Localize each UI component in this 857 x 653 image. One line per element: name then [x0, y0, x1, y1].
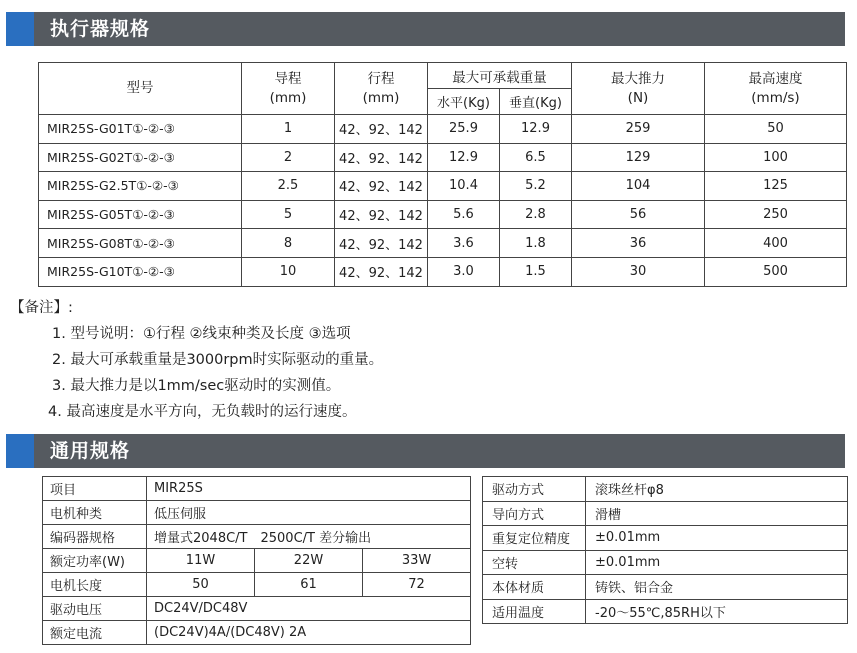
table-row	[483, 575, 848, 600]
cell-vertical: 2.8	[500, 200, 572, 229]
cell-stroke: 42、92、142	[335, 115, 428, 144]
cell-thrust: 36	[572, 229, 705, 258]
cell-horizontal: 5.6	[428, 200, 500, 229]
table-row	[39, 172, 847, 201]
cell-horizontal: 25.9	[428, 115, 500, 144]
header-lead-label: 导程	[274, 70, 302, 87]
cell-speed: 500	[705, 257, 847, 286]
table-row	[39, 143, 847, 172]
cell-stroke: 42、92、142	[335, 172, 428, 201]
row-label: 空转	[483, 550, 586, 575]
row-value: 滑槽	[586, 501, 848, 526]
table-row	[43, 549, 471, 573]
notes-block	[10, 295, 383, 425]
header-max-thrust-unit: (N)	[627, 89, 649, 106]
cell-lead: 5	[242, 200, 335, 229]
general-right-body	[483, 477, 848, 624]
cell-speed: 100	[705, 143, 847, 172]
cell-vertical: 5.2	[500, 172, 572, 201]
row-label: 额定功率(W)	[43, 549, 147, 573]
row-label: 电机长度	[43, 573, 147, 597]
section-title: 执行器规格	[50, 18, 151, 40]
row-value: ±0.01mm	[586, 526, 848, 551]
row-label: 编码器规格	[43, 525, 147, 549]
section-header-general-spec	[6, 434, 845, 468]
row-value: ±0.01mm	[586, 550, 848, 575]
cell-thrust: 259	[572, 115, 705, 144]
section-accent	[6, 434, 34, 468]
row-label: 本体材质	[483, 575, 586, 600]
cell-horizontal: 10.4	[428, 172, 500, 201]
header-lead-unit: (mm)	[269, 89, 307, 106]
header-stroke-unit: (mm)	[362, 89, 400, 106]
cell-thrust: 56	[572, 200, 705, 229]
cell-thrust: 30	[572, 257, 705, 286]
table-row	[39, 229, 847, 258]
cell-vertical: 1.5	[500, 257, 572, 286]
section-title: 通用规格	[50, 440, 131, 462]
header-max-load: 最大可承载重量	[428, 63, 572, 89]
table-row	[483, 477, 848, 502]
cell-speed: 125	[705, 172, 847, 201]
power-value-2: 22W	[255, 549, 363, 573]
cell-vertical: 6.5	[500, 143, 572, 172]
note-item-3: 3. 最大推力是以1mm/sec驱动时的实测值。	[52, 378, 341, 394]
row-value: (DC24V)4A/(DC48V) 2A	[147, 621, 471, 645]
row-value: DC24V/DC48V	[147, 597, 471, 621]
header-stroke-label: 行程	[367, 70, 395, 87]
table-row	[39, 115, 847, 144]
general-spec-left-table	[42, 476, 471, 645]
header-stroke	[335, 63, 428, 115]
power-value-1: 11W	[147, 549, 255, 573]
row-label: 导向方式	[483, 501, 586, 526]
cell-model: MIR25S-G10T①-②-③	[39, 257, 242, 286]
cell-thrust: 104	[572, 172, 705, 201]
row-value: 滚珠丝杆φ8	[586, 477, 848, 502]
cell-model: MIR25S-G05T①-②-③	[39, 200, 242, 229]
table-row	[483, 501, 848, 526]
cell-vertical: 12.9	[500, 115, 572, 144]
header-lead	[242, 63, 335, 115]
note-item-4: 4. 最高速度是水平方向，无负载时的运行速度。	[48, 404, 357, 420]
row-label: 项目	[43, 477, 147, 501]
cell-stroke: 42、92、142	[335, 229, 428, 258]
row-label: 重复定位精度	[483, 526, 586, 551]
row-label: 适用温度	[483, 599, 586, 624]
row-value: 铸铁、铝合金	[586, 575, 848, 600]
table-row	[483, 599, 848, 624]
motor-length-value-1: 50	[147, 573, 255, 597]
table-row	[43, 501, 471, 525]
cell-model: MIR25S-G01T①-②-③	[39, 115, 242, 144]
header-model: 型号	[39, 63, 242, 115]
section-accent	[6, 12, 34, 46]
cell-lead: 1	[242, 115, 335, 144]
table-row	[43, 573, 471, 597]
cell-horizontal: 3.0	[428, 257, 500, 286]
cell-stroke: 42、92、142	[335, 143, 428, 172]
motor-length-value-2: 61	[255, 573, 363, 597]
header-vertical: 垂直(Kg)	[500, 89, 572, 115]
table-row	[43, 477, 471, 501]
motor-length-value-3: 72	[363, 573, 471, 597]
actuator-spec-table	[38, 62, 847, 287]
header-max-speed-label: 最高速度	[748, 70, 803, 87]
row-label: 电机种类	[43, 501, 147, 525]
header-max-speed-unit: (mm/s)	[751, 89, 800, 106]
section-header-actuator-spec	[6, 12, 845, 46]
row-label: 驱动电压	[43, 597, 147, 621]
cell-model: MIR25S-G02T①-②-③	[39, 143, 242, 172]
cell-lead: 2.5	[242, 172, 335, 201]
cell-lead: 2	[242, 143, 335, 172]
header-max-thrust-label: 最大推力	[611, 70, 665, 87]
table-row	[39, 200, 847, 229]
spec-table-body	[39, 115, 847, 287]
note-item-1: 1. 型号说明：①行程 ②线束种类及长度 ③选项	[52, 326, 351, 342]
table-row	[43, 621, 471, 645]
cell-stroke: 42、92、142	[335, 257, 428, 286]
table-row	[483, 526, 848, 551]
header-max-speed	[705, 63, 847, 115]
row-value: 增量式2048C/T 2500C/T 差分输出	[147, 525, 471, 549]
table-row	[483, 550, 848, 575]
row-value: MIR25S	[147, 477, 471, 501]
table-row	[43, 525, 471, 549]
cell-speed: 250	[705, 200, 847, 229]
cell-lead: 8	[242, 229, 335, 258]
row-label: 驱动方式	[483, 477, 586, 502]
table-row	[39, 257, 847, 286]
cell-horizontal: 12.9	[428, 143, 500, 172]
row-value: -20～55℃,85RH以下	[586, 599, 848, 624]
row-value: 低压伺服	[147, 501, 471, 525]
cell-thrust: 129	[572, 143, 705, 172]
header-max-thrust	[572, 63, 705, 115]
cell-vertical: 1.8	[500, 229, 572, 258]
cell-speed: 50	[705, 115, 847, 144]
cell-model: MIR25S-G2.5T①-②-③	[39, 172, 242, 201]
table-row	[43, 597, 471, 621]
notes-heading: 【备注】:	[10, 300, 73, 316]
general-spec-right-table	[482, 476, 848, 624]
cell-stroke: 42、92、142	[335, 200, 428, 229]
cell-horizontal: 3.6	[428, 229, 500, 258]
note-item-2: 2. 最大可承载重量是3000rpm时实际驱动的重量。	[52, 352, 384, 368]
cell-model: MIR25S-G08T①-②-③	[39, 229, 242, 258]
power-value-3: 33W	[363, 549, 471, 573]
header-horizontal: 水平(Kg)	[428, 89, 500, 115]
cell-speed: 400	[705, 229, 847, 258]
cell-lead: 10	[242, 257, 335, 286]
row-label: 额定电流	[43, 621, 147, 645]
